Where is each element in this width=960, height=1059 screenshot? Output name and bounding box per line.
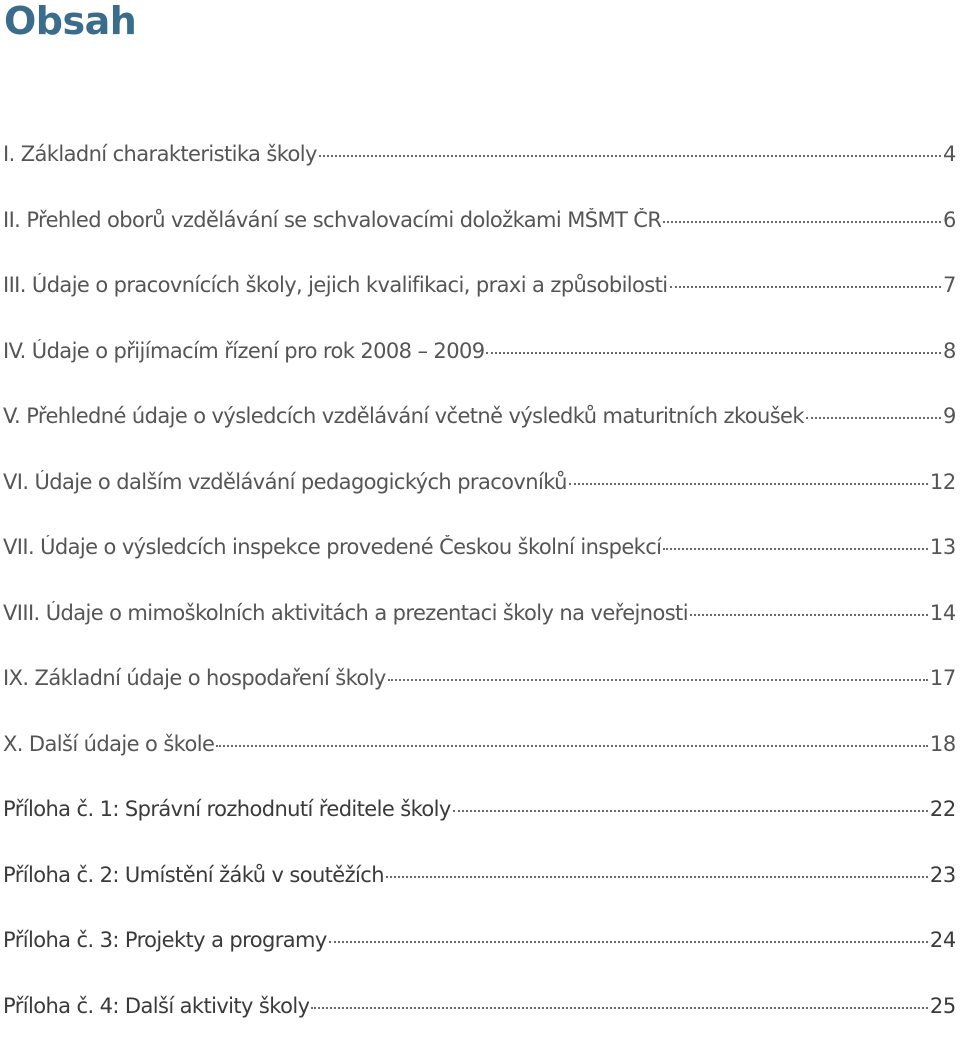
toc-entry-label: IX. Základní údaje o hospodaření školy xyxy=(3,666,386,690)
toc-entry[interactable] xyxy=(3,535,956,601)
dot-leader xyxy=(329,941,928,943)
toc-entry[interactable] xyxy=(3,142,956,208)
toc-entry-page: 9 xyxy=(943,404,956,428)
toc-appendix-entry[interactable] xyxy=(3,863,956,929)
dot-leader xyxy=(806,417,941,419)
toc-entry-label: VIII. Údaje o mimoškolních aktivitách a prezentaci školy na veřejnosti xyxy=(3,601,688,625)
toc-appendix-entry[interactable] xyxy=(3,797,956,863)
dot-leader xyxy=(663,221,941,223)
toc-entry[interactable] xyxy=(3,470,956,536)
toc-entry-page: 14 xyxy=(930,601,956,625)
toc-entry-page: 8 xyxy=(943,339,956,363)
toc-entry-label: Příloha č. 4: Další aktivity školy xyxy=(3,994,309,1018)
dot-leader xyxy=(453,810,928,812)
toc-entry[interactable] xyxy=(3,601,956,667)
dot-leader xyxy=(569,483,928,485)
toc-entry-label: V. Přehledné údaje o výsledcích vzdělávání včetně výsledků maturitních zkoušek xyxy=(3,404,804,428)
dot-leader xyxy=(670,286,941,288)
toc-entry-page: 17 xyxy=(930,666,956,690)
toc-entry-page: 6 xyxy=(943,208,956,232)
toc-entry[interactable] xyxy=(3,732,956,798)
toc-entry-label: IV. Údaje o přijímacím řízení pro rok 2008 – 2009 xyxy=(3,339,484,363)
toc-entry-label: III. Údaje o pracovnících školy, jejich kvalifikaci, praxi a způsobilosti xyxy=(3,273,668,297)
dot-leader xyxy=(690,614,928,616)
dot-leader xyxy=(311,1007,927,1009)
toc-entry[interactable] xyxy=(3,339,956,405)
toc-entry-label: Příloha č. 3: Projekty a programy xyxy=(3,928,327,952)
toc-entry-page: 18 xyxy=(930,732,956,756)
toc-entry-page: 22 xyxy=(930,797,956,821)
dot-leader xyxy=(663,548,927,550)
toc-entry-page: 12 xyxy=(930,470,956,494)
toc-entry-label: VII. Údaje o výsledcích inspekce provedené Českou školní inspekcí xyxy=(3,535,661,559)
toc-entry-page: 13 xyxy=(930,535,956,559)
page-title: Obsah xyxy=(4,0,136,46)
dot-leader xyxy=(386,876,928,878)
toc-entry-page: 23 xyxy=(930,863,956,887)
toc-entry-page: 7 xyxy=(943,273,956,297)
toc-entry[interactable] xyxy=(3,404,956,470)
toc-entry-page: 24 xyxy=(930,928,956,952)
toc-entry-page: 4 xyxy=(943,142,956,166)
dot-leader xyxy=(216,745,928,747)
toc-entry[interactable] xyxy=(3,666,956,732)
toc-entry-label: X. Další údaje o škole xyxy=(3,732,214,756)
dot-leader xyxy=(388,679,928,681)
toc-appendix-entry[interactable] xyxy=(3,928,956,994)
toc-entry[interactable] xyxy=(3,273,956,339)
dot-leader xyxy=(486,352,940,354)
toc-entry[interactable] xyxy=(3,208,956,274)
toc-appendix-entry[interactable] xyxy=(3,994,956,1059)
toc-entry-page: 25 xyxy=(930,994,956,1018)
table-of-contents xyxy=(3,142,956,1059)
toc-entry-label: VI. Údaje o dalším vzdělávání pedagogických pracovníků xyxy=(3,470,567,494)
toc-entry-label: I. Základní charakteristika školy xyxy=(3,142,317,166)
dot-leader xyxy=(319,155,941,157)
toc-entry-label: Příloha č. 2: Umístění žáků v soutěžích xyxy=(3,863,384,887)
toc-entry-label: Příloha č. 1: Správní rozhodnutí ředitele školy xyxy=(3,797,451,821)
toc-entry-label: II. Přehled oborů vzdělávání se schvalovacími doložkami MŠMT ČR xyxy=(3,208,661,232)
